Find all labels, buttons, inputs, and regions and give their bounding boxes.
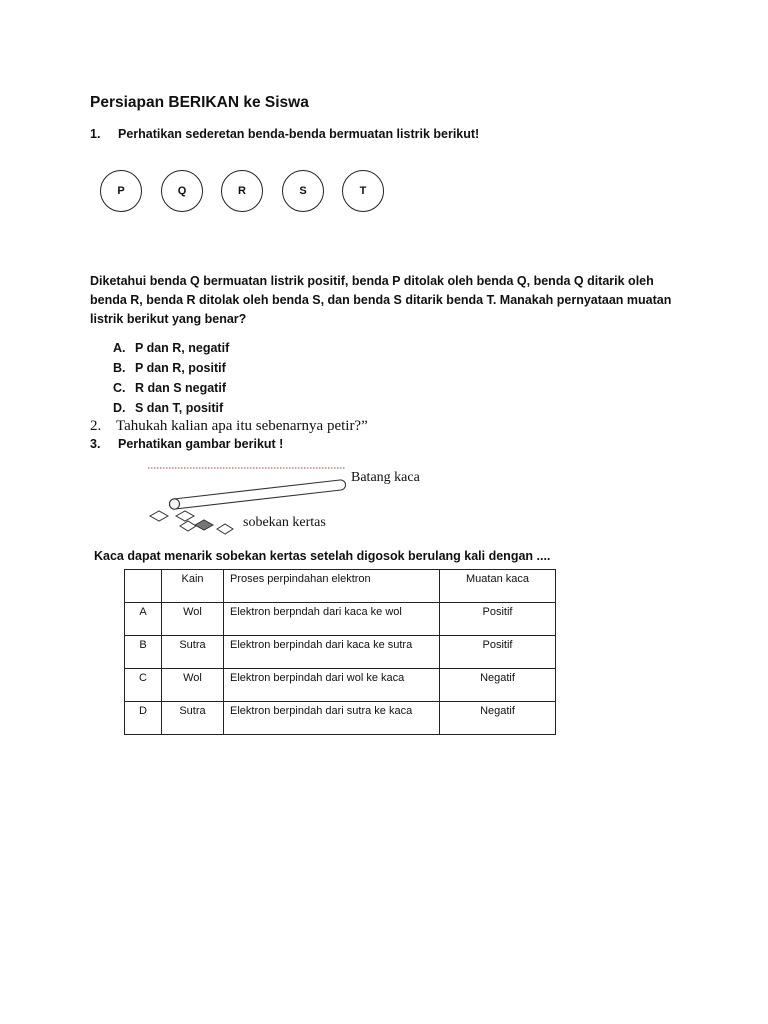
table-row [125, 603, 556, 636]
object-circle: Q [161, 170, 203, 212]
table-cell: Elektron berpindah dari sutra ke kaca [224, 702, 440, 735]
object-circle: T [342, 170, 384, 212]
table-row [125, 636, 556, 669]
question-2 [90, 418, 368, 435]
table-cell: A [125, 603, 162, 636]
paper-piece [176, 511, 194, 521]
table-row [125, 669, 556, 702]
table-cell: Negatif [440, 702, 556, 735]
table-cell: Wol [162, 603, 224, 636]
option-item [113, 358, 229, 378]
paper-piece [150, 511, 168, 521]
object-circle: P [100, 170, 142, 212]
question-text: Perhatikan sederetan benda-benda bermuatan listrik berikut! [118, 127, 480, 141]
answer-table [124, 569, 556, 735]
object-circle: S [282, 170, 324, 212]
glass-rod-figure [140, 462, 440, 542]
paper-piece [180, 521, 196, 531]
table-header-cell: Muatan kaca [440, 570, 556, 603]
option-text: R dan S negatif [135, 381, 226, 395]
table-cell: B [125, 636, 162, 669]
option-text: S dan T, positif [135, 401, 224, 415]
table-cell: C [125, 669, 162, 702]
table-header-cell: Kain [162, 570, 224, 603]
table-cell: Wol [162, 669, 224, 702]
table-cell: Positif [440, 603, 556, 636]
table-cell: Sutra [162, 636, 224, 669]
question-1-paragraph: Diketahui benda Q bermuatan listrik positif, benda P ditolak oleh benda Q, benda Q ditarik oleh benda R, benda R ditolak oleh benda S, dan benda S ditarik benda T. Manakah pernyataan muatan listrik berikut yang benar? [90, 274, 672, 326]
paper-piece [217, 524, 233, 534]
option-item [113, 398, 229, 418]
option-item [113, 378, 229, 398]
option-item [113, 338, 229, 358]
question-3 [90, 437, 283, 451]
option-letter: B. [113, 361, 126, 375]
table-cell: Elektron berpindah dari wol ke kaca [224, 669, 440, 702]
table-cell: Elektron berpndah dari kaca ke wol [224, 603, 440, 636]
table-cell: Sutra [162, 702, 224, 735]
paper-label: sobekan kertas [243, 515, 326, 530]
table-cell: Negatif [440, 669, 556, 702]
option-letter: C. [113, 381, 126, 395]
question-3-prompt: Kaca dapat menarik sobekan kertas setelah digosok berulang kali dengan .... [94, 549, 551, 563]
paper-piece [195, 520, 213, 530]
question-text: Tahukah kalian apa itu sebenarnya petir?” [116, 418, 368, 434]
rod-end [170, 499, 180, 509]
table-header-cell: Proses perpindahan elektron [224, 570, 440, 603]
option-letter: D. [113, 401, 126, 415]
table-cell: D [125, 702, 162, 735]
page-title: Persiapan BERIKAN ke Siswa [90, 94, 309, 111]
table-cell: Elektron berpindah dari kaca ke sutra [224, 636, 440, 669]
option-letter: A. [113, 341, 126, 355]
question-text: Perhatikan gambar berikut ! [118, 437, 284, 451]
table-header-row [125, 570, 556, 603]
table-cell: Positif [440, 636, 556, 669]
answer-options [113, 338, 229, 418]
table-row [125, 702, 556, 735]
rod-label: Batang kaca [351, 470, 420, 485]
question-number: 1. [90, 127, 101, 141]
option-text: P dan R, positif [135, 361, 226, 375]
object-circle: R [221, 170, 263, 212]
glass-rod [169, 480, 345, 509]
question-number: 3. [90, 437, 101, 451]
table-header-cell [125, 570, 162, 603]
option-text: P dan R, negatif [135, 341, 230, 355]
question-1 [90, 127, 479, 141]
question-number: 2. [90, 418, 102, 434]
